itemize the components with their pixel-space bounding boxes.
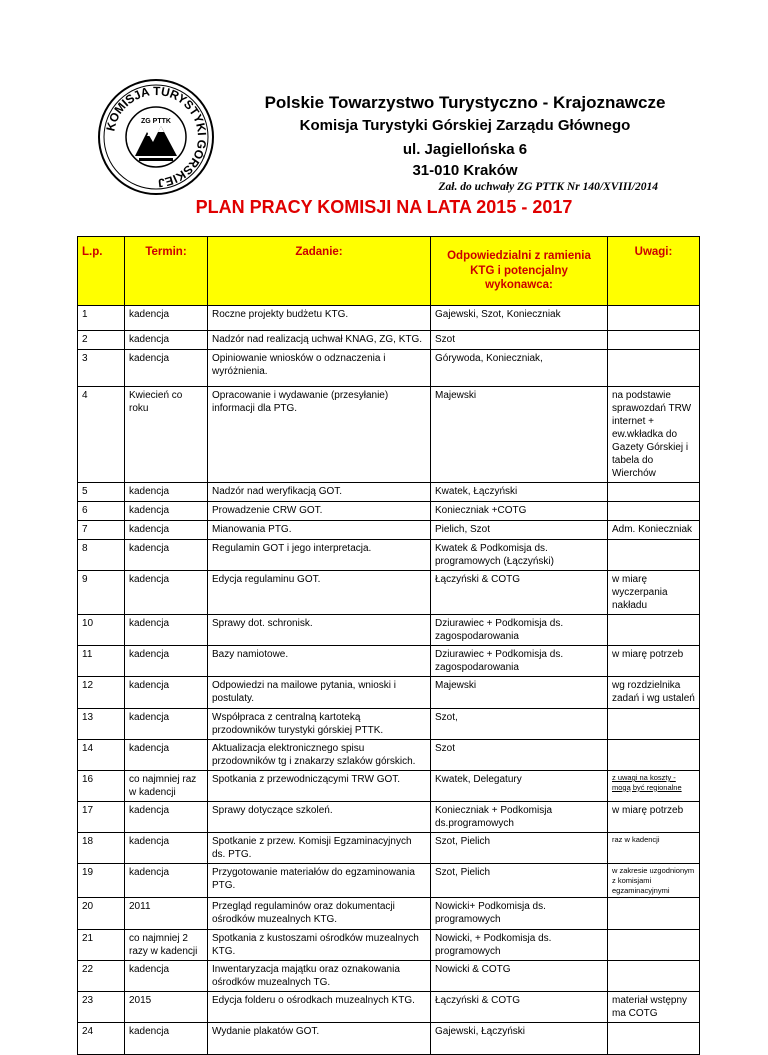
row-notes: w miarę potrzeb (608, 646, 700, 677)
street-address: ul. Jagiellońska 6 (402, 141, 528, 158)
row-task: Edycja folderu o ośrodkach muzealnych KTG. (208, 992, 431, 1023)
table-row (78, 992, 700, 1023)
row-task: Roczne projekty budżetu KTG. (208, 306, 431, 331)
row-task: Nadzór nad weryfikacją GOT. (208, 483, 431, 502)
row-notes (608, 1023, 700, 1055)
row-term: kadencja (125, 331, 208, 350)
row-responsible: Nowicki, + Podkomisja ds. programowych (431, 930, 608, 961)
table-row (78, 387, 700, 483)
row-responsible: Szot (431, 740, 608, 771)
table-row (78, 331, 700, 350)
table-header-row (78, 237, 700, 306)
row-notes (608, 483, 700, 502)
row-term: kadencja (125, 350, 208, 387)
committee-name: Komisja Turystyki Górskiej Zarządu Głównego (299, 117, 631, 134)
row-notes: na podstawie sprawozdań TRW internet + ew.wkładka do Gazety Górskiej i tabela do Wierchów (608, 387, 700, 483)
row-task: Aktualizacja elektronicznego spisu przodowników tg i znakarzy szlaków górskich. (208, 740, 431, 771)
row-notes (608, 306, 700, 331)
row-task: Odpowiedzi na mailowe pytania, wnioski i postulaty. (208, 677, 431, 709)
row-number: 5 (78, 483, 125, 502)
row-term: kadencja (125, 615, 208, 646)
table-row (78, 646, 700, 677)
row-task: Przegląd regulaminów oraz dokumentacji ośrodków muzealnych KTG. (208, 898, 431, 930)
row-number: 3 (78, 350, 125, 387)
row-responsible: Górywoda, Konieczniak, (431, 350, 608, 387)
row-task: Mianowania PTG. (208, 521, 431, 540)
table-row (78, 521, 700, 540)
col-header-term: Termin: (125, 237, 208, 306)
row-term: kadencja (125, 571, 208, 615)
row-notes (608, 331, 700, 350)
row-notes: w miarę potrzeb (608, 802, 700, 833)
row-number: 6 (78, 502, 125, 521)
row-responsible: Kwatek, Delegatury (431, 771, 608, 802)
row-number: 14 (78, 740, 125, 771)
table-row (78, 350, 700, 387)
table-row (78, 930, 700, 961)
row-task: Sprawy dotyczące szkoleń. (208, 802, 431, 833)
row-task: Edycja regulaminu GOT. (208, 571, 431, 615)
row-notes (608, 540, 700, 571)
table-row (78, 502, 700, 521)
row-notes: w miarę wyczerpania nakładu (608, 571, 700, 615)
row-term: kadencja (125, 677, 208, 709)
row-number: 1 (78, 306, 125, 331)
table-row (78, 961, 700, 992)
row-number: 10 (78, 615, 125, 646)
col-header-notes: Uwagi: (608, 237, 700, 306)
row-notes (608, 709, 700, 740)
table-row (78, 898, 700, 930)
row-responsible: Kwatek, Łączyński (431, 483, 608, 502)
row-task: Współpraca z centralną kartoteką przodowników turystyki górskiej PTTK. (208, 709, 431, 740)
row-notes (608, 740, 700, 771)
table-row (78, 540, 700, 571)
table-row (78, 1023, 700, 1055)
row-term: kadencja (125, 833, 208, 864)
row-term: 2011 (125, 898, 208, 930)
table-row (78, 571, 700, 615)
table-row (78, 306, 700, 331)
row-task: Bazy namiotowe. (208, 646, 431, 677)
row-responsible: Łączyński & COTG (431, 571, 608, 615)
table-row (78, 677, 700, 709)
row-task: Opiniowanie wniosków o odznaczenia i wyróżnienia. (208, 350, 431, 387)
row-number: 12 (78, 677, 125, 709)
row-notes (608, 930, 700, 961)
row-notes: materiał wstępny ma COTG (608, 992, 700, 1023)
row-number: 22 (78, 961, 125, 992)
row-term: kadencja (125, 502, 208, 521)
row-task: Regulamin GOT i jego interpretacja. (208, 540, 431, 571)
row-number: 21 (78, 930, 125, 961)
row-task: Opracowanie i wydawanie (przesyłanie) informacji dla PTG. (208, 387, 431, 483)
row-number: 2 (78, 331, 125, 350)
row-responsible: Dziurawiec + Podkomisja ds. zagospodarowania (431, 646, 608, 677)
table-row (78, 483, 700, 502)
table-row (78, 740, 700, 771)
row-term: co najmniej raz w kadencji (125, 771, 208, 802)
col-header-task: Zadanie: (208, 237, 431, 306)
row-notes (608, 961, 700, 992)
row-responsible: Szot (431, 331, 608, 350)
col-header-responsible: Odpowiedzialni z ramienia KTG i potencjalny wykonawca: (431, 237, 608, 306)
row-term: kadencja (125, 306, 208, 331)
row-number: 4 (78, 387, 125, 483)
row-responsible: Majewski (431, 677, 608, 709)
row-task: Przygotowanie materiałów do egzaminowania PTG. (208, 864, 431, 898)
row-notes: wg rozdzielnika zadań i wg ustaleń (608, 677, 700, 709)
row-term: co najmniej 2 razy w kadencji (125, 930, 208, 961)
row-notes (608, 502, 700, 521)
row-number: 20 (78, 898, 125, 930)
row-term: kadencja (125, 961, 208, 992)
row-number: 19 (78, 864, 125, 898)
row-number: 8 (78, 540, 125, 571)
row-number: 11 (78, 646, 125, 677)
row-task: Spotkania z kustoszami ośrodków muzealnych KTG. (208, 930, 431, 961)
row-notes: Adm. Konieczniak (608, 521, 700, 540)
row-task: Wydanie plakatów GOT. (208, 1023, 431, 1055)
row-responsible: Kwatek & Podkomisja ds. programowych (Łączyński) (431, 540, 608, 571)
work-plan-table (77, 236, 700, 1055)
row-notes (608, 898, 700, 930)
table-row (78, 802, 700, 833)
row-term: kadencja (125, 521, 208, 540)
row-responsible: Dziurawiec + Podkomisja ds. zagospodarowania (431, 615, 608, 646)
row-task: Spotkanie z przew. Komisji Egzaminacyjnych ds. PTG. (208, 833, 431, 864)
org-name: Polskie Towarzystwo Turystyczno - Krajoznawcze (264, 93, 666, 112)
row-responsible: Konieczniak + Podkomisja ds.programowych (431, 802, 608, 833)
table-row (78, 833, 700, 864)
row-responsible: Gajewski, Łączyński (431, 1023, 608, 1055)
row-term: kadencja (125, 1023, 208, 1055)
row-task: Inwentaryzacja majątku oraz oznakowania ośrodków muzealnych TG. (208, 961, 431, 992)
row-responsible: Szot, (431, 709, 608, 740)
svg-text:KOMISJA TURYSTYKI GÓRSKIEJ: KOMISJA TURYSTYKI GÓRSKIEJ (103, 83, 210, 191)
row-notes: z uwagi na koszty - mogą być regionalne (608, 771, 700, 802)
row-number: 17 (78, 802, 125, 833)
table-row (78, 709, 700, 740)
row-responsible: Szot, Pielich (431, 833, 608, 864)
row-task: Prowadzenie CRW GOT. (208, 502, 431, 521)
row-number: 23 (78, 992, 125, 1023)
page-title: PLAN PRACY KOMISJI NA LATA 2015 - 2017 (195, 197, 573, 217)
col-header-lp: L.p. (78, 237, 125, 306)
table-row (78, 615, 700, 646)
row-responsible: Nowicki+ Podkomisja ds. programowych (431, 898, 608, 930)
row-term: kadencja (125, 802, 208, 833)
row-term: kadencja (125, 483, 208, 502)
row-term: kadencja (125, 864, 208, 898)
row-number: 9 (78, 571, 125, 615)
row-responsible: Łączyński & COTG (431, 992, 608, 1023)
row-term: kadencja (125, 540, 208, 571)
svg-text:ZG PTTK: ZG PTTK (141, 118, 171, 125)
row-number: 24 (78, 1023, 125, 1055)
table-row (78, 771, 700, 802)
table-row (78, 864, 700, 898)
row-notes (608, 615, 700, 646)
row-responsible: Konieczniak +COTG (431, 502, 608, 521)
row-task: Nadzór nad realizacją uchwał KNAG, ZG, KTG. (208, 331, 431, 350)
row-term: kadencja (125, 740, 208, 771)
row-task: Spotkania z przewodniczącymi TRW GOT. (208, 771, 431, 802)
row-term: kadencja (125, 646, 208, 677)
row-notes (608, 350, 700, 387)
row-responsible: Majewski (431, 387, 608, 483)
resolution-note: Zał. do uchwały ZG PTTK Nr 140/XVIII/2014 (438, 181, 658, 193)
ktg-logo (97, 78, 215, 196)
row-responsible: Gajewski, Szot, Konieczniak (431, 306, 608, 331)
row-number: 13 (78, 709, 125, 740)
row-task: Sprawy dot. schronisk. (208, 615, 431, 646)
row-number: 16 (78, 771, 125, 802)
row-number: 7 (78, 521, 125, 540)
city-address: 31-010 Kraków (412, 162, 518, 179)
row-responsible: Pielich, Szot (431, 521, 608, 540)
row-term: kadencja (125, 709, 208, 740)
row-number: 18 (78, 833, 125, 864)
row-notes: w zakresie uzgodnionym z komisjami egzaminacyjnymi (608, 864, 700, 898)
row-term: 2015 (125, 992, 208, 1023)
row-notes: raz w kadencji (608, 833, 700, 864)
row-responsible: Szot, Pielich (431, 864, 608, 898)
row-term: Kwiecień co roku (125, 387, 208, 483)
row-responsible: Nowicki & COTG (431, 961, 608, 992)
